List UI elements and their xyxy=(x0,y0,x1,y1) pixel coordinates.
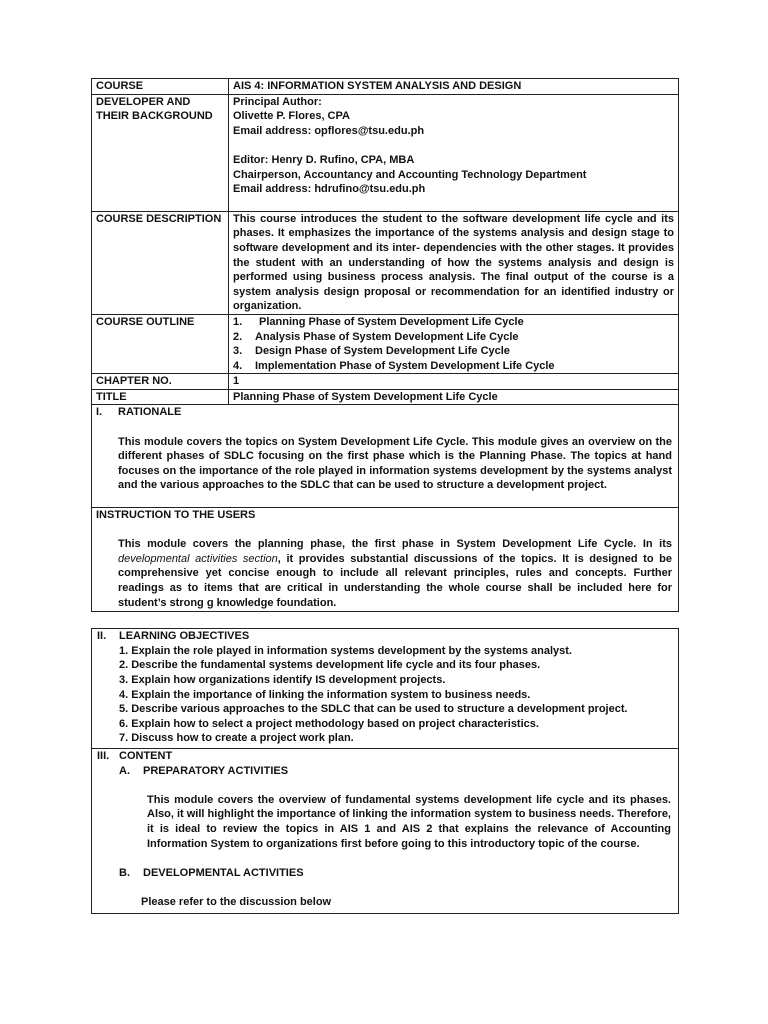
module-page xyxy=(91,78,679,914)
subsection-title: PREPARATORY ACTIVITIES xyxy=(143,764,289,777)
outline-list xyxy=(229,314,679,373)
developer-row xyxy=(92,94,679,211)
description-row xyxy=(92,211,679,314)
title-value: Planning Phase of System Development Life Cycle xyxy=(229,389,679,405)
outline-item-number: 4. xyxy=(233,359,243,372)
title-label: TITLE xyxy=(92,389,229,405)
objectives-section xyxy=(92,629,678,749)
section-number: I. xyxy=(96,406,103,419)
spacer xyxy=(97,880,673,895)
instruction-text-part: , it provides substantial discussions of the topics. It is designed to be comprehensive yet concise enough to include all relevant principles, rules and concepts. Further readings as to items that are critical in understanding the whole course shall be included here for student’s strong g knowledge foundation. xyxy=(118,552,673,609)
author-email: Email address: opflores@tsu.edu.ph xyxy=(233,124,425,137)
rationale-section xyxy=(92,405,679,508)
spacer xyxy=(96,420,674,435)
section-number: III. xyxy=(97,749,110,762)
objective-item: 7. Discuss how to create a project work plan. xyxy=(119,732,354,745)
rationale-text: This module covers the topics on System Development Life Cycle. This module gives an overview on the different phases of SDLC focusing on the first phase which is the Planning Phase. The topics at hand focuses on the importance of the role played in information systems development by the systems analyst and the various approaches to the SDLC that can be used to structure a development project. xyxy=(118,435,672,492)
objective-item: 3. Explain how organizations identify IS development projects. xyxy=(119,673,446,686)
section-title: CONTENT xyxy=(119,749,173,762)
subsection-letter: B. xyxy=(119,866,130,879)
course-value: AIS 4: INFORMATION SYSTEM ANALYSIS AND DESIGN xyxy=(229,79,679,95)
outline-item-number: 1. xyxy=(233,315,243,328)
subsection-title: DEVELOPMENTAL ACTIVITIES xyxy=(143,866,304,879)
objectives-content-box xyxy=(91,628,679,914)
course-label: COURSE xyxy=(92,79,229,95)
developmental-heading xyxy=(97,866,673,881)
objective-item: 5. Describe various approaches to the SDLC that can be used to structure a development project. xyxy=(119,703,628,716)
objective-item: 6. Explain how to select a project methodology based on project characteristics. xyxy=(119,717,539,730)
author-role: Principal Author: xyxy=(233,95,322,108)
content-heading xyxy=(97,749,673,764)
outline-item xyxy=(233,359,674,374)
editor-email: Email address: hdrufino@tsu.edu.ph xyxy=(233,183,426,196)
spacer xyxy=(97,778,673,793)
editor-name: Editor: Henry D. Rufino, CPA, MBA xyxy=(233,153,415,166)
outline-item-number: 2. xyxy=(233,330,243,343)
outline-item-text: Design Phase of System Development Life Cycle xyxy=(255,345,510,358)
instruction-row xyxy=(92,508,679,612)
course-row xyxy=(92,79,679,95)
objective-item: 4. Explain the importance of linking the information system to business needs. xyxy=(119,688,531,701)
course-info-table xyxy=(91,78,679,612)
instruction-text-emphasis: developmental activities section xyxy=(118,552,278,565)
outline-item xyxy=(233,344,674,359)
editor-position: Chairperson, Accountancy and Accounting Technology Department xyxy=(233,168,587,181)
title-row xyxy=(92,389,679,405)
outline-item-number: 3. xyxy=(233,345,243,358)
developmental-text: Please refer to the discussion below xyxy=(141,895,332,908)
description-label: COURSE DESCRIPTION xyxy=(92,211,229,314)
instruction-heading: INSTRUCTION TO THE USERS xyxy=(96,509,256,522)
preparatory-heading xyxy=(97,764,673,779)
outline-item xyxy=(233,315,674,330)
content-section xyxy=(92,749,678,914)
section-number: II. xyxy=(97,630,107,643)
chapter-value: 1 xyxy=(229,374,679,390)
subsection-letter: A. xyxy=(119,764,130,777)
section-title: RATIONALE xyxy=(118,406,182,419)
developer-details xyxy=(229,94,679,211)
instruction-text-part: This module covers the planning phase, the first phase in System Development Life Cycle. In its xyxy=(118,538,672,551)
outline-item-text: Analysis Phase of System Development Life Cycle xyxy=(255,330,519,343)
section-title: LEARNING OBJECTIVES xyxy=(119,630,250,643)
spacer xyxy=(233,138,674,153)
outline-item-text: Planning Phase of System Development Life Cycle xyxy=(259,315,524,328)
rationale-heading xyxy=(96,405,674,420)
preparatory-text: This module covers the overview of fundamental systems development life cycle and its phases. Also, it will highlight the importance of linking the information system to business needs. Therefore, it is ideal to review the topics in AIS 1 and AIS 2 that explains the relevance of Accounting Information System to organizations first before going to this introductory topic of the course. xyxy=(147,793,671,850)
spacer xyxy=(96,523,674,538)
objectives-heading xyxy=(97,629,673,644)
objective-item: 1. Explain the role played in information systems development by the systems analyst. xyxy=(119,644,572,657)
author-name: Olivette P. Flores, CPA xyxy=(233,110,350,123)
chapter-row xyxy=(92,374,679,390)
spacer xyxy=(97,851,673,866)
description-text: This course introduces the student to the software development life cycle and its phases. It emphasizes the importance of the systems analysis and design stage to software development and its inter- dependencies with the other stages. It provides the student with an understanding of how the systems analysis and design is performed using business process analysis. The final output of the course is a system analysis design proposal or recommendation for an identified industry or organization. xyxy=(229,211,679,314)
instruction-section xyxy=(92,508,679,612)
outline-item-text: Implementation Phase of System Development Life Cycle xyxy=(255,359,555,372)
rationale-row xyxy=(92,405,679,508)
instruction-text xyxy=(96,537,674,610)
outline-item xyxy=(233,330,674,345)
objective-item: 2. Describe the fundamental systems development life cycle and its four phases. xyxy=(119,659,541,672)
developer-label: DEVELOPER AND THEIR BACKGROUND xyxy=(92,94,229,211)
outline-label: COURSE OUTLINE xyxy=(92,314,229,373)
chapter-label: CHAPTER NO. xyxy=(92,374,229,390)
outline-row xyxy=(92,314,679,373)
